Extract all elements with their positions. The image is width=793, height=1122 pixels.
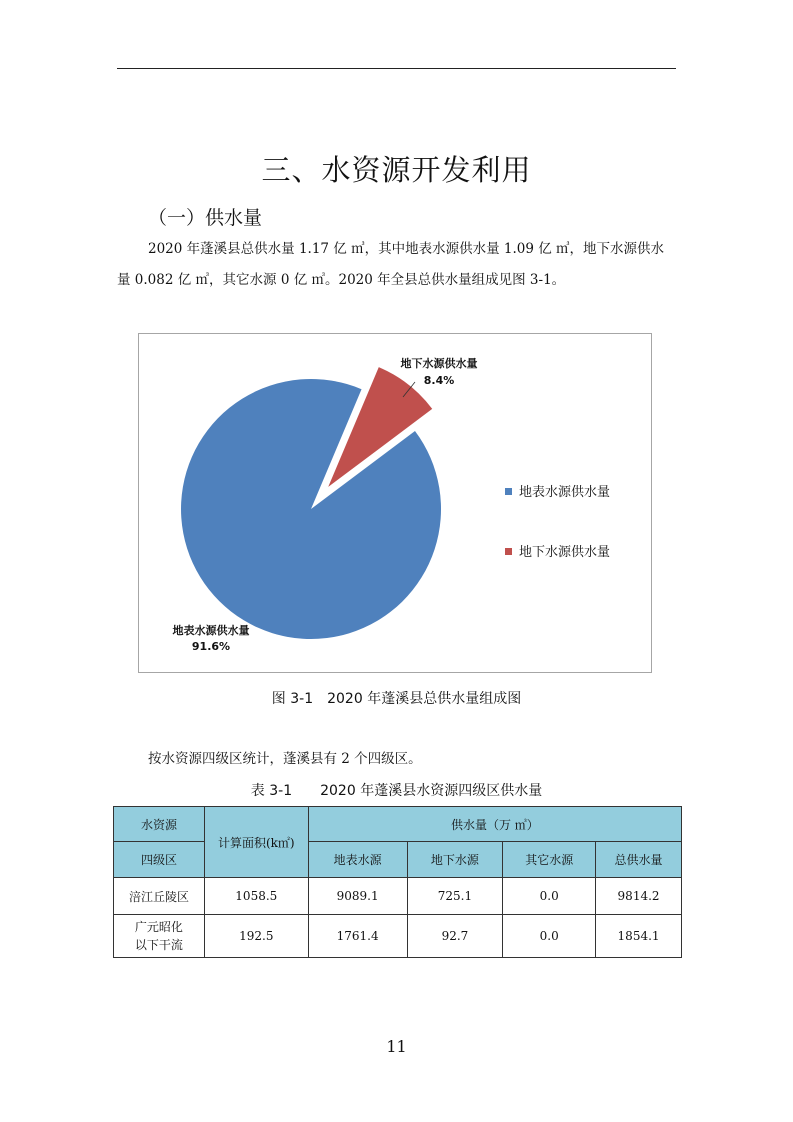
cell-total: 9814.2 [596,878,682,915]
pie-chart [138,333,652,673]
legend-swatch-ground [505,548,512,555]
cell-surface: 1761.4 [308,915,407,958]
cell-other: 0.0 [503,915,596,958]
page-number: 11 [386,1037,407,1056]
paragraph-supply-line1: 2020 年蓬溪县总供水量 1.17 亿 ㎥，其中地表水源供水量 1.09 亿 ㎥，地下水源供水 [148,241,665,257]
header-region-bottom: 四级区 [114,842,205,878]
label-surface-name: 地表水源供水量 [172,624,250,637]
paragraph-supply-line2: 量 0.082 亿 ㎥，其它水源 0 亿 ㎥。2020 年全县总供水量组成见图 3-1。 [117,272,566,288]
chapter-title: 三、水资源开发利用 [261,153,532,187]
pie-chart-svg [139,334,653,674]
cell-ground: 92.7 [407,915,503,958]
paragraph-regions: 按水资源四级区统计，蓬溪县有 2 个四级区。 [148,751,422,767]
cell-other: 0.0 [503,878,596,915]
header-surface: 地表水源 [308,842,407,878]
figure-caption: 图 3-1 2020 年蓬溪县总供水量组成图 [271,691,522,707]
cell-region-text: 广元昭化以下干流 [134,920,183,952]
label-ground-name: 地下水源供水量 [400,357,478,370]
section-heading: （一）供水量 [148,207,263,229]
header-rule [117,68,676,69]
legend-label-surface: 地表水源供水量 [519,485,611,500]
supply-table [113,806,682,958]
legend-swatch-surface [505,488,512,495]
table-row [114,915,682,958]
cell-area: 1058.5 [204,878,308,915]
label-ground-value: 8.4% [423,374,455,387]
table-row [114,878,682,915]
cell-surface: 9089.1 [308,878,407,915]
paragraph-supply [117,234,679,296]
label-surface-value: 91.6% [191,640,231,653]
header-area: 计算面积(k㎡) [204,807,308,878]
header-ground: 地下水源 [407,842,503,878]
cell-region [114,915,205,958]
header-other: 其它水源 [503,842,596,878]
cell-total: 1854.1 [596,915,682,958]
cell-ground: 725.1 [407,878,503,915]
cell-area: 192.5 [204,915,308,958]
cell-region: 涪江丘陵区 [114,878,205,915]
header-region-top: 水资源 [114,807,205,842]
header-total: 总供水量 [596,842,682,878]
header-supply-group: 供水量（万 ㎥） [308,807,681,842]
legend-label-ground: 地下水源供水量 [519,545,611,560]
table-caption: 表 3-1 2020 年蓬溪县水资源四级区供水量 [250,783,543,799]
